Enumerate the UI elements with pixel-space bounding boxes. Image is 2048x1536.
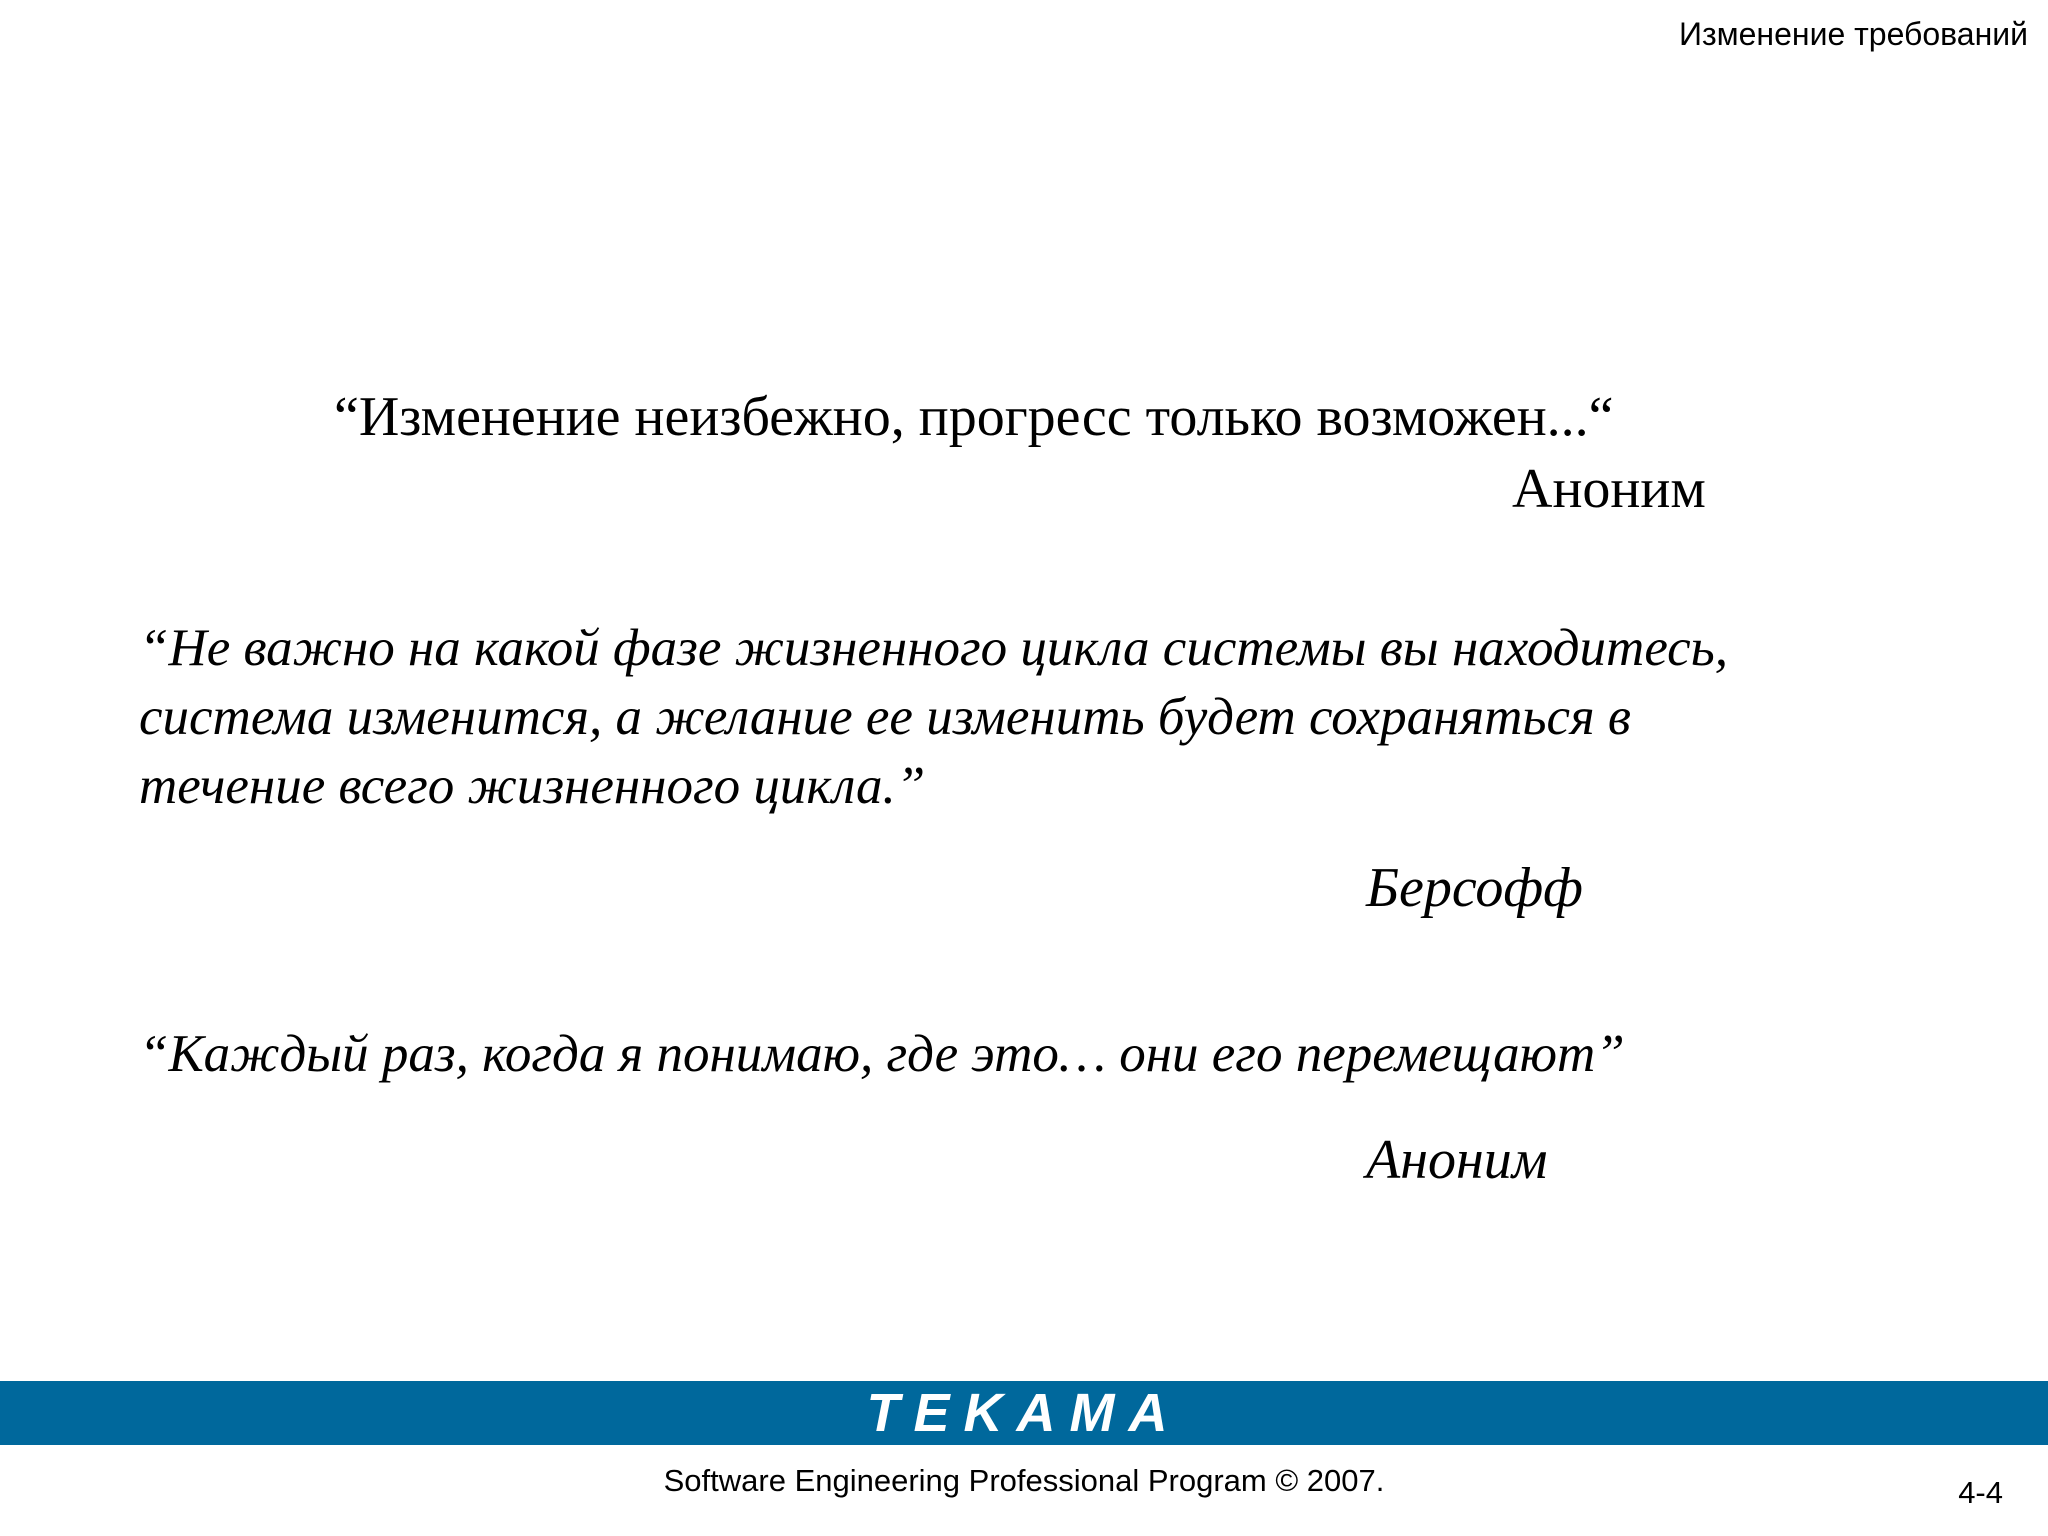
quote-2-line-1: “Не важно на какой фазе жизненного цикла системы вы находитесь,	[139, 619, 1729, 677]
quote-1-author: Аноним	[1512, 458, 1706, 520]
quote-2-line-2: система изменится, а желание ее изменить будет сохраняться в	[139, 688, 1631, 746]
page-number: 4-4	[1958, 1475, 2003, 1510]
quote-2-author: Берсофф	[1366, 857, 1583, 919]
quote-3-author: Аноним	[1366, 1129, 1548, 1191]
footer-banner	[0, 1381, 2048, 1445]
quote-3	[139, 1024, 1625, 1084]
brand-logo-text: TEKAMA	[866, 1383, 1182, 1443]
footer-copyright: Software Engineering Professional Program © 2007.	[663, 1463, 1385, 1498]
quote-2-line-3: течение всего жизненного цикла.”	[139, 757, 926, 815]
quote-2	[139, 614, 1728, 821]
quote-3-line-1: “Каждый раз, когда я понимаю, где это… они его перемещают”	[139, 1025, 1625, 1083]
quote-1	[334, 385, 1614, 449]
quote-1-line-1: “Изменение неизбежно, прогресс только возможен...“	[334, 386, 1614, 448]
slide-section-title: Изменение требований	[1678, 16, 2028, 52]
